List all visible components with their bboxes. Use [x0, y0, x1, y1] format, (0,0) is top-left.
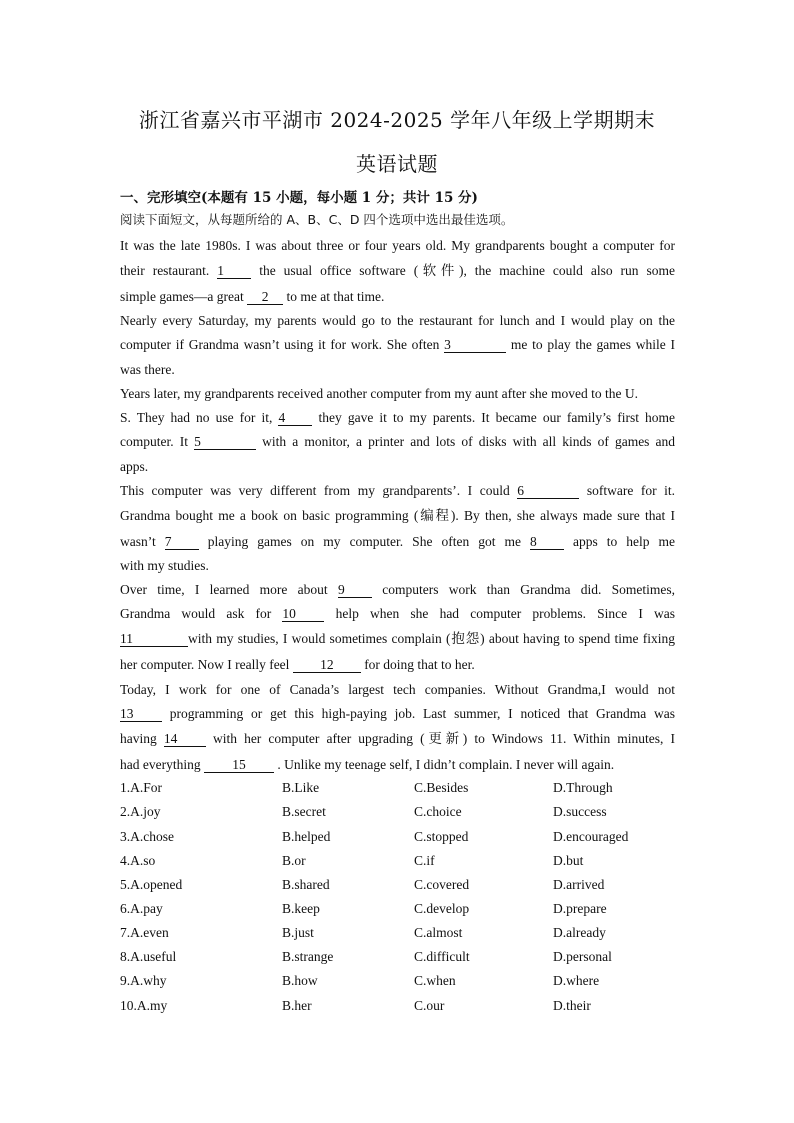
- instruction-text: 阅读下面短文，从每题所给的 A、B、C、D 四个选项中选出最佳选项。: [120, 212, 514, 227]
- option-d[interactable]: D.where: [553, 973, 600, 988]
- blank-14[interactable]: 14: [164, 731, 206, 747]
- option-row: [120, 998, 720, 1016]
- option-row: [120, 949, 720, 967]
- blank-2[interactable]: 2: [247, 289, 283, 305]
- passage-line: Years later, my grandparents received another computer from my aunt after she moved to the U.: [120, 386, 639, 401]
- passage-line: 11 with my studies, I would sometimes complain (抱怨) about having to spend time fixing: [120, 631, 675, 646]
- passage-line: simple games—a great 2 to me at that time.: [120, 289, 385, 304]
- exam-title-line-2: 英语试题: [356, 152, 438, 176]
- passage-line: Today, I work for one of Canada’s largest tech companies. Without Grandma,I would not: [120, 682, 675, 697]
- option-d[interactable]: D.encouraged: [553, 829, 629, 844]
- option-a[interactable]: 5.A.opened: [120, 877, 183, 892]
- option-d[interactable]: D.Through: [553, 780, 613, 795]
- option-c[interactable]: C.Besides: [414, 780, 469, 795]
- option-c[interactable]: C.choice: [414, 804, 462, 819]
- blank-1[interactable]: 1: [217, 263, 251, 279]
- option-b[interactable]: B.secret: [282, 804, 326, 819]
- passage-line: Nearly every Saturday, my parents would go to the restaurant for lunch and I would play on the: [120, 313, 675, 328]
- option-c[interactable]: C.difficult: [414, 949, 470, 964]
- option-c[interactable]: C.if: [414, 853, 435, 868]
- option-c[interactable]: C.almost: [414, 925, 463, 940]
- option-c[interactable]: C.our: [414, 998, 445, 1013]
- option-b[interactable]: B.helped: [282, 829, 331, 844]
- option-c[interactable]: C.covered: [414, 877, 470, 892]
- option-d[interactable]: D.success: [553, 804, 607, 819]
- option-d[interactable]: D.arrived: [553, 877, 605, 892]
- blank-9[interactable]: 9: [338, 582, 372, 598]
- option-a[interactable]: 2.A.joy: [120, 804, 161, 819]
- passage-line: This computer was very different from my grandparents’. I could 6 software for it.: [120, 483, 676, 498]
- option-d[interactable]: D.prepare: [553, 901, 607, 916]
- option-c[interactable]: C.when: [414, 973, 456, 988]
- blank-12[interactable]: 12: [293, 657, 361, 673]
- option-d[interactable]: D.their: [553, 998, 591, 1013]
- passage-line: her computer. Now I really feel 12 for doing that to her.: [120, 657, 475, 672]
- option-a[interactable]: 8.A.useful: [120, 949, 177, 964]
- passage-line: Grandma would ask for 10 help when she had computer problems. Since I was: [120, 606, 675, 621]
- option-a[interactable]: 4.A.so: [120, 853, 156, 868]
- option-b[interactable]: B.just: [282, 925, 314, 940]
- option-b[interactable]: B.her: [282, 998, 312, 1013]
- option-b[interactable]: B.strange: [282, 949, 334, 964]
- section-heading: 一、完形填空(本题有 15 小题，每小题 1 分；共计 15 分): [120, 190, 478, 206]
- passage-line: their restaurant. 1 the usual office software (软件), the machine could also run some: [120, 263, 675, 278]
- option-d[interactable]: D.already: [553, 925, 606, 940]
- option-a[interactable]: 9.A.why: [120, 973, 167, 988]
- option-a[interactable]: 6.A.pay: [120, 901, 163, 916]
- option-c[interactable]: C.stopped: [414, 829, 469, 844]
- blank-11[interactable]: 11: [120, 631, 188, 647]
- option-b[interactable]: B.how: [282, 973, 318, 988]
- option-row: [120, 877, 720, 895]
- option-d[interactable]: D.personal: [553, 949, 612, 964]
- option-b[interactable]: B.or: [282, 853, 306, 868]
- option-b[interactable]: B.keep: [282, 901, 320, 916]
- option-c[interactable]: C.develop: [414, 901, 470, 916]
- passage-line: Grandma bought me a book on basic programming (编程). By then, she always made sure that I: [120, 508, 675, 523]
- option-row: [120, 901, 720, 919]
- option-row: [120, 780, 720, 798]
- passage-line: had everything 15 . Unlike my teenage self, I didn’t complain. I never will again.: [120, 757, 615, 772]
- option-d[interactable]: D.but: [553, 853, 584, 868]
- option-b[interactable]: B.Like: [282, 780, 320, 795]
- passage-line: computer if Grandma wasn’t using it for work. She often 3 me to play the games while I: [120, 337, 675, 352]
- option-b[interactable]: B.shared: [282, 877, 330, 892]
- passage-line: apps.: [120, 459, 149, 474]
- passage-line: wasn’t 7 playing games on my computer. She often got me 8 apps to help me: [120, 534, 676, 549]
- blank-15[interactable]: 15: [204, 757, 274, 773]
- passage-line: was there.: [120, 362, 175, 377]
- option-row: [120, 973, 720, 991]
- blank-10[interactable]: 10: [282, 606, 324, 622]
- option-a[interactable]: 7.A.even: [120, 925, 169, 940]
- passage-line: Over time, I learned more about 9 computers work than Grandma did. Sometimes,: [120, 582, 676, 597]
- blank-6[interactable]: 6: [517, 483, 579, 499]
- blank-8[interactable]: 8: [530, 534, 564, 550]
- passage-line: S. They had no use for it, 4 they gave it to my parents. It became our family’s first home: [120, 410, 676, 425]
- passage-line: with my studies.: [120, 558, 209, 573]
- blank-3[interactable]: 3: [444, 337, 506, 353]
- option-row: [120, 829, 720, 847]
- blank-5[interactable]: 5: [194, 434, 256, 450]
- option-a[interactable]: 1.A.For: [120, 780, 163, 795]
- blank-4[interactable]: 4: [278, 410, 312, 426]
- blank-13[interactable]: 13: [120, 706, 162, 722]
- option-a[interactable]: 3.A.chose: [120, 829, 174, 844]
- passage-line: computer. It 5 with a monitor, a printer and lots of disks with all kinds of games and: [120, 434, 676, 449]
- passage-line: having 14 with her computer after upgrading (更新) to Windows 11. Within minutes, I: [120, 731, 676, 746]
- passage-line: 13 programming or get this high-paying job. Last summer, I noticed that Grandma was: [120, 706, 675, 721]
- option-row: [120, 804, 720, 822]
- blank-7[interactable]: 7: [165, 534, 199, 550]
- option-a[interactable]: 10.A.my: [120, 998, 168, 1013]
- passage-line: It was the late 1980s. I was about three or four years old. My grandparents bought a computer for: [120, 238, 675, 253]
- option-row: [120, 925, 720, 943]
- option-row: [120, 853, 720, 871]
- exam-title-line-1: 浙江省嘉兴市平湖市 2024-2025 学年八年级上学期期末: [138, 108, 656, 132]
